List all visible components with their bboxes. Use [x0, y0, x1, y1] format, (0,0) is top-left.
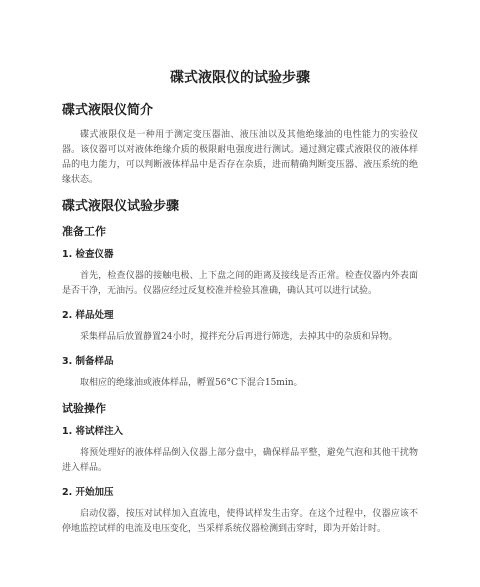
- op-step-heading: 2. 开始加压: [62, 487, 114, 498]
- op-step-text: 将预处理好的液体样品倒入仪器上部分盘中，确保样品平整，避免气泡和其他干扰物进入样品。: [62, 448, 418, 473]
- prep-step-sample-preparation: [62, 355, 418, 391]
- prep-step-text: 采集样品后放置静置24小时，搅拌充分后再进行筛选，去掉其中的杂质和异物。: [80, 332, 398, 342]
- op-step-text: 启动仪器，按压对试样加入直流电，使得试样发生击穿。在这个过程中，仪器应该不停地监控试样的电流及电压变化，当采样系统仪器检测到击穿时，即为开始计时。: [62, 509, 418, 534]
- op-step-inject-sample: [62, 425, 418, 476]
- prep-step-sample-treatment: [62, 309, 418, 345]
- steps-heading: 碟式液限仪试验步骤: [62, 199, 180, 214]
- intro-paragraph: 碟式液限仪是一种用于测定变压器油、液压油以及其他绝缘油的电性能力的实验仪器。该仪器可以对液体绝缘介质的极限耐电强度进行测试。通过测定碟式液限仪的液体样品的电力能力，可以判断液体样品中是否存在杂质，进而精确判断变压器、液压系统的绝缘状态。: [62, 130, 418, 185]
- prep-step-heading: 1. 检查仪器: [62, 249, 114, 260]
- prep-step-heading: 2. 样品处理: [62, 310, 114, 321]
- operation-heading: 试验操作: [62, 402, 106, 415]
- document-title: 碟式液限仪的试验步骤: [170, 70, 310, 86]
- prep-step-text: 首先，检查仪器的接触电极、上下盘之间的距离及接线是否正常。检查仪器内外表面是否干净，无油污。仪器应经过反复校准并检验其准确，确认其可以进行试验。: [62, 271, 418, 296]
- op-step-heading: 1. 将试样注入: [62, 426, 124, 437]
- op-step-start-pressurizing: [62, 486, 418, 537]
- prep-step-text: 取相应的绝缘油或液体样品，孵置56°C下混合15min。: [80, 378, 303, 388]
- preparation-heading: 准备工作: [62, 225, 106, 238]
- prep-step-check-instrument: [62, 248, 418, 299]
- prep-step-heading: 3. 制备样品: [62, 356, 114, 367]
- intro-heading: 碟式液限仪简介: [62, 103, 154, 118]
